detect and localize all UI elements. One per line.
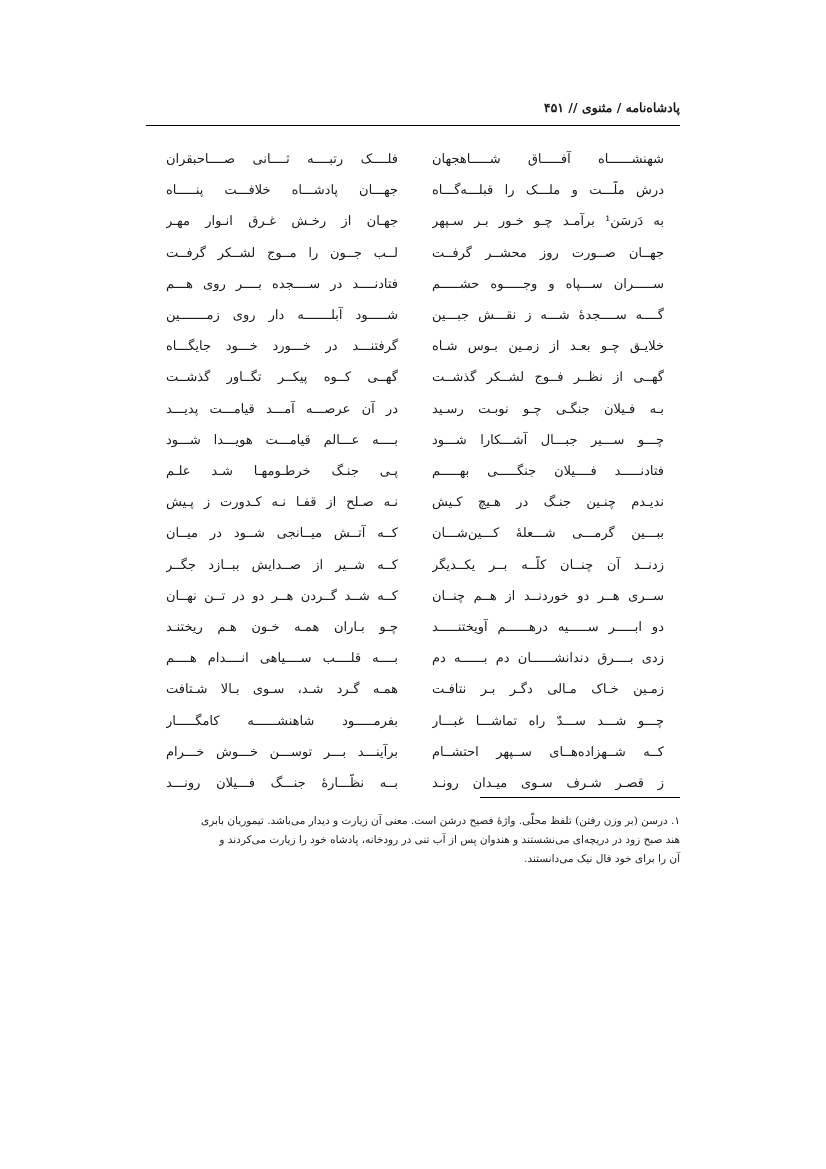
footnote-line: آن را برای خود فال نیک می‌دانستند. bbox=[524, 853, 680, 865]
hemistich-left: فتادنــــد در ســــجده بــــر روی هـــم bbox=[166, 276, 398, 292]
verse-line bbox=[0, 712, 826, 738]
hemistich-right: ســری هــر دو خوردنــد از هــم چنــان bbox=[432, 588, 664, 604]
hemistich-right: زمـین خـاک مـالی دگـر بـر نتافـت bbox=[432, 682, 664, 698]
hemistich-left: همـه گـرد شـد، سـوی بـالا شـتافت bbox=[166, 682, 398, 698]
hemistich-right: گــــه ســــجدهٔ شـــه ز نقـــش جبـــین bbox=[432, 308, 664, 323]
hemistich-left: بــــه عـــالم قیامـــت هویـــدا شـــود bbox=[166, 432, 398, 448]
hemistich-left: جهـان از رخـش غـرق انـوار مهـر bbox=[166, 214, 398, 230]
verse-line bbox=[0, 493, 826, 519]
hemistich-right: فتادنـــــد فــــیلان جنگـــــی بهـــــم bbox=[432, 464, 664, 479]
hemistich-left: کــه شــیر از صــدایش ببــازد جگــر bbox=[166, 557, 398, 573]
hemistich-right: زدنــد آن چنــان کلّــه بــر یکــدیگر bbox=[432, 557, 664, 573]
verse-line bbox=[0, 587, 826, 613]
verse-line bbox=[0, 337, 826, 363]
verse-line bbox=[0, 649, 826, 675]
verse-line bbox=[0, 680, 826, 706]
hemistich-right: ســـــران ســـپاه و وجـــــوه حشـــــم bbox=[432, 276, 664, 292]
hemistich-left: جهـــان پادشـــاه خلافـــت پنـــــاه bbox=[166, 183, 398, 199]
verse-line bbox=[0, 743, 826, 769]
hemistich-right: جهــان صــورت روز محشــر گرفــت bbox=[432, 245, 664, 261]
hemistich-left: نـه صـلح از قفـا نـه کـدورت ز پـیش bbox=[166, 495, 398, 511]
hemistich-right: خلایـق چـو بعـد از زمـین بـوس شـاه bbox=[432, 339, 664, 355]
hemistich-right: شهنشــــــاه آفـــــاق شـــــاهجهان bbox=[432, 152, 664, 167]
hemistich-left: چـو بـاران همـه خـون هـم ریختنـد bbox=[166, 620, 398, 635]
hemistich-left: کــه آتــش میــانجی شــود در میــان bbox=[166, 526, 398, 542]
hemistich-right: کــه شــهزاده‌هــای ســپهر احتشــام bbox=[432, 744, 664, 760]
hemistich-left: برآینـــد بـــر توســـن خـــوش خـــرام bbox=[166, 744, 398, 760]
verse-line bbox=[0, 462, 826, 488]
footnote-line: هند صبح زود در دریچه‌ای می‌نشستند و هندوان پس از آب تنی در رودخانه، پادشاه خود را زیارت می‌کردند و bbox=[219, 834, 680, 846]
hemistich-right: چـــو شـــد ســـدّ راه تماشـــا غبـــار bbox=[432, 713, 664, 729]
verse-line bbox=[0, 618, 826, 644]
verse-line bbox=[0, 181, 826, 207]
hemistich-right: چـــو ســـیر جبـــال آشـــکارا شـــود bbox=[432, 432, 664, 448]
hemistich-left: بــه نظّـــارهٔ جنـــگ فـــیلان رونـــد bbox=[166, 776, 398, 791]
verse-line bbox=[0, 212, 826, 238]
hemistich-right: ببـــین گرمـــی شـــعلهٔ کـــین‌شـــان bbox=[432, 526, 664, 542]
hemistich-right: زدی بــــرق دندانشــــــان دم بــــــه دم bbox=[432, 651, 664, 667]
hemistich-left: بــــه قلــــب ســــیاهی انــــدام هــــم bbox=[166, 651, 398, 667]
verse-line bbox=[0, 556, 826, 582]
hemistich-left: پـی جنـگ خرطـومهـا شـد علـم bbox=[166, 464, 398, 479]
hemistich-right: بـه فـیلان جنگـی چـو نوبـت رسـید bbox=[432, 401, 664, 417]
hemistich-left: در آن عرصـــه آمـــد قیامـــت پدیـــد bbox=[166, 401, 398, 417]
hemistich-right: دو ابـــــر ســـــیه درهــــــم آویختنـــــد bbox=[432, 620, 664, 635]
hemistich-left: فلــــک رتبــــه ثــــانی صــــاحبقران bbox=[166, 152, 398, 167]
verse-line bbox=[0, 306, 826, 332]
verse-line bbox=[0, 368, 826, 394]
hemistich-left: کــه شــد گــردن هــر دو در تــن نهــان bbox=[166, 588, 398, 604]
verse-line bbox=[0, 431, 826, 457]
verse-line bbox=[0, 275, 826, 301]
verse-line bbox=[0, 400, 826, 426]
hemistich-right: گهــی از نظــر فــوج لشــکر گذشــت bbox=[432, 370, 664, 386]
hemistich-left: گهــی کــوه پیکــر تگــاور گذشــت bbox=[166, 370, 398, 386]
hemistich-right: درش ملّـــت و ملـــک را قبلـــه‌گـــاه bbox=[432, 183, 664, 199]
hemistich-left: شـــــود آبلـــــــه دار روی زمـــــــین bbox=[166, 308, 398, 323]
footnote-line: ۱. درسن (بر وزن رفتن) تلفظ محلّی. واژهٔ فصیح درشن است. معنی آن زیارت و دیدار می‌باشد. تیموریان بابری bbox=[200, 815, 680, 827]
verse-line bbox=[0, 244, 826, 270]
verse-line bbox=[0, 150, 826, 176]
hemistich-left: گرفتنـــد در خـــورد خـــود جایگـــاه bbox=[166, 339, 398, 355]
running-title: پادشاه‌نامه / مثنوی // ۴۵۱ bbox=[543, 100, 680, 115]
verse-line bbox=[0, 774, 826, 800]
footnote-rule bbox=[480, 797, 680, 798]
hemistich-right: ندیـدم چنـین جنـگ در هـیچ کـیش bbox=[432, 495, 664, 511]
hemistich-left: لــب جــون را مــوج لشــکر گرفــت bbox=[166, 245, 398, 261]
hemistich-left: بفرمـــــود شاهنشــــــه کامگـــــار bbox=[166, 713, 398, 729]
verse-line bbox=[0, 524, 826, 550]
footnote bbox=[146, 812, 680, 869]
hemistich-right: ز قصـر شـرف سـوی میـدان رونـد bbox=[432, 776, 664, 791]
hemistich-right: به دَرسَن¹ برآمـد چـو خـور بـر سـپهر bbox=[432, 214, 664, 230]
